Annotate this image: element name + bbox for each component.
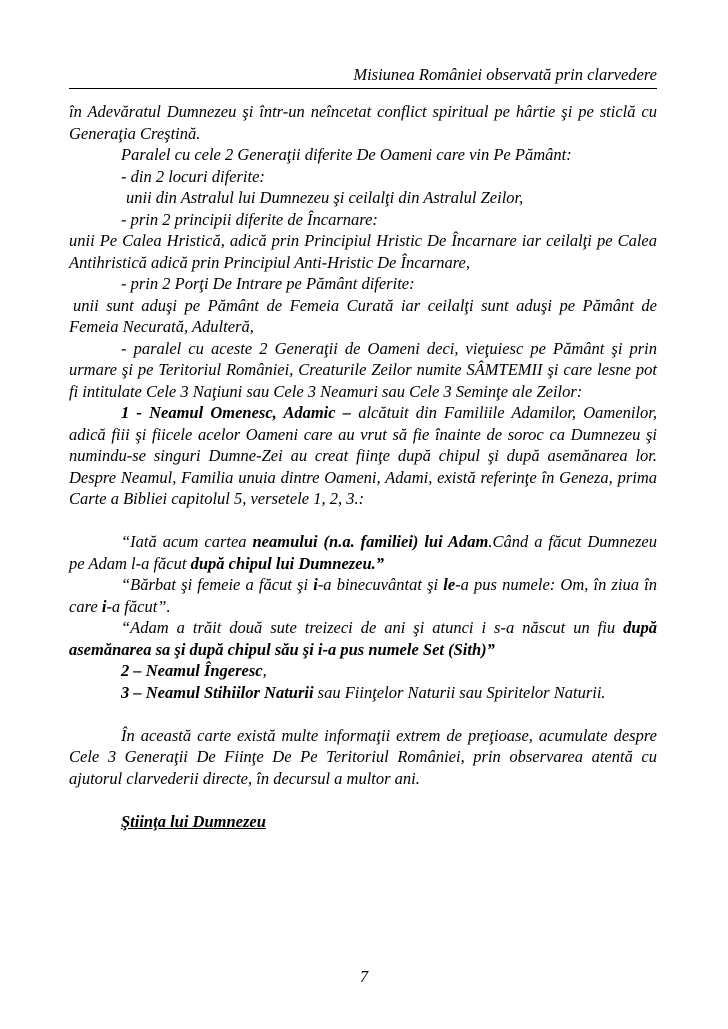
running-header: Misiunea României observată prin clarvedere [353,65,657,84]
nation-title: 3 – Neamul Stihiilor Naturii [121,682,314,702]
list-item: unii din Astralul lui Dumnezeu şi ceilalţi din Astralul Zeilor, [126,188,524,207]
quote: “Bărbat şi femeie a făcut şi i-a binecuvântat şi le-a pus numele: Om, în ziua în care i-a făcut”. [69,575,657,616]
paragraph: unii Pe Calea Hristică, adică prin Principiul Hristic De Încarnare iar ceilalţi pe Calea Antihristică adică prin Principiul Anti-Hristic De Încarnare, [69,231,657,272]
quote: “Iată acum cartea neamului (n.a. familiei) lui Adam.Când a făcut Dumnezeu pe Adam l-a făcut după chipul lui Dumnezeu.” [69,532,657,573]
nation-title: 1 - Neamul Omenesc, Adamic – [121,403,352,422]
page-body [69,101,657,832]
section-heading: Ştiinţa lui Dumnezeu [121,811,266,831]
nation-title: 2 – Neamul Îngeresc [121,661,263,680]
paragraph: unii sunt aduşi pe Pământ de Femeia Curată iar ceilalţi sunt aduşi pe Pământ de Femeia Necurată, Adulteră, [69,295,657,336]
spacer [69,703,657,725]
page-number: 7 [359,967,369,986]
list-item: - prin 2 Porţi De Intrare pe Pământ diferite: [121,274,415,293]
paragraph: În această carte există multe informaţii extrem de preţioase, acumulate despre Cele 3 Generaţii De Fiinţe De Pe Teritoriul României, prin observarea atentă cu ajutorul clarvederii directe, în decursul a multor ani. [69,725,657,788]
quote: “Adam a trăit două sute treizeci de ani şi atunci i s-a născut un fiu după asemănarea sa şi după chipul său şi i-a pus numele Set (Sith)” [69,618,657,659]
header-rule [69,88,657,89]
spacer [69,789,657,811]
paragraph: Paralel cu cele 2 Generaţii diferite De Oameni care vin Pe Pământ: [121,145,572,164]
spacer [69,510,657,532]
list-item: - din 2 locuri diferite: [121,166,265,186]
paragraph: 2 – Neamul Îngeresc, [121,661,267,680]
paragraph: 1 - Neamul Omenesc, Adamic – alcătuit din Familiile Adamilor, Oamenilor, adică fiii şi fiicele acelor Oameni care au vrut să fie înainte de soroc ca Dumnezeu şi numindu-se singuri Dumne-Zei au creat fiinţe după chipul şi după asemănarea lor. Despre Neamul, Familia unuia dintre Oameni, Adami, există referinţe în Geneza, prima Carte a Bibliei capitolul 5, versetele 1, 2, 3.: [69,403,657,508]
paragraph: în Adevăratul Dumnezeu şi într-un neîncetat conflict spiritual pe hârtie şi pe sticlă cu Generaţia Creştină. [69,102,657,143]
list-item: - prin 2 principii diferite de Încarnare: [121,209,378,229]
paragraph: 3 – Neamul Stihiilor Naturii sau Fiinţelor Naturii sau Spiritelor Naturii. [121,682,606,702]
paragraph: - paralel cu aceste 2 Generaţii de Oameni deci, vieţuiesc pe Pământ şi prin urmare şi pe Teritoriul României, Creaturile Zeilor numite SÂMTEMII şi care lesne pot fi intitulate Cele 3 Naţiuni sau Cele 3 Neamuri sau Cele 3 Seminţe ale Zeilor: [69,338,657,401]
